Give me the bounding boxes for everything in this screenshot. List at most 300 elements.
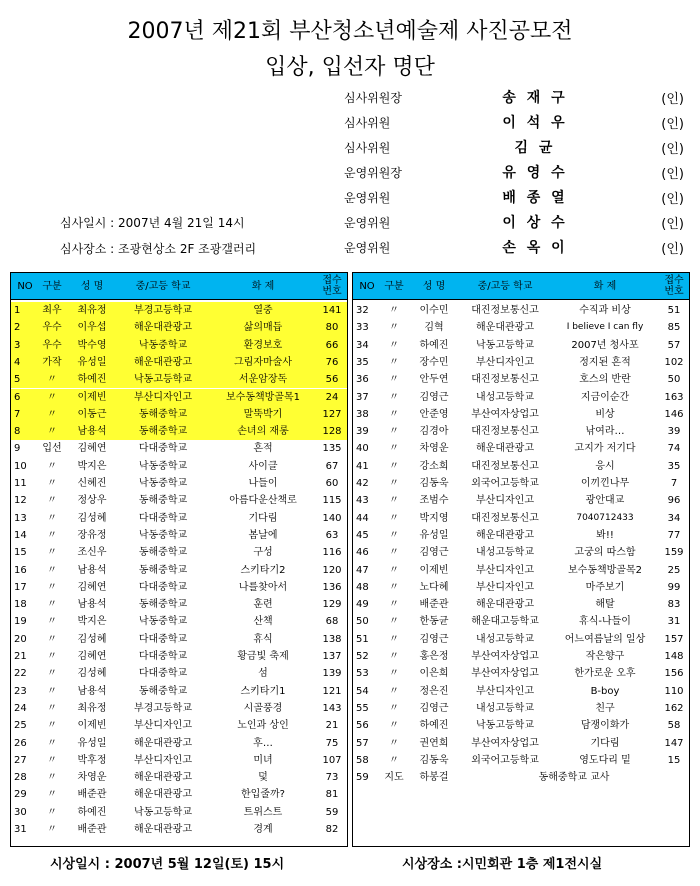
cell-award: 가작 <box>42 356 62 368</box>
cell-name: 홍은정 <box>419 651 449 662</box>
header-award: 구분 <box>384 280 404 292</box>
table-row <box>11 458 347 475</box>
cell-school: 다대중학교 <box>138 668 188 680</box>
cell-title: 그림자마술사 <box>234 356 292 368</box>
cell-school: 해운대관광고 <box>476 529 534 541</box>
cell-award: 〃 <box>389 754 399 766</box>
cell-title: 응시 <box>595 460 615 472</box>
cell-title: 친구 <box>595 702 615 714</box>
winners-table-right <box>352 272 690 847</box>
table-row <box>353 665 689 682</box>
winners-table-left <box>10 272 348 847</box>
cell-num: 135 <box>322 443 342 455</box>
table-row <box>11 735 347 752</box>
cell-num: 85 <box>667 322 681 334</box>
table-row <box>11 752 347 769</box>
table-row <box>11 613 347 630</box>
cell-num: 120 <box>322 564 342 576</box>
table-row <box>353 596 689 613</box>
cell-school: 낙동중학교 <box>138 460 188 472</box>
cell-no: 46 <box>356 547 369 559</box>
header-no: NO <box>359 280 375 292</box>
cell-name: 유성일 <box>77 737 107 749</box>
cell-title: 스키타기1 <box>240 685 286 697</box>
cell-num: 31 <box>667 616 681 628</box>
cell-no: 14 <box>14 529 27 541</box>
cell-title: 보수동책방골목2 <box>568 564 642 576</box>
cell-name: 배준관 <box>419 599 449 611</box>
table-row <box>11 475 347 492</box>
cell-title: 노인과 상인 <box>237 720 289 732</box>
cell-no: 10 <box>14 460 27 472</box>
cell-name: 이동근 <box>77 408 107 420</box>
cell-name: 장유정 <box>77 529 107 541</box>
cell-award: 〃 <box>389 322 399 334</box>
cell-no: 20 <box>14 633 27 645</box>
cell-title: 지금이순간 <box>580 391 630 403</box>
cell-school: 해운대관광고 <box>476 443 534 455</box>
header-name: 성 명 <box>80 280 104 292</box>
cell-name: 김영근 <box>419 633 449 645</box>
table-row <box>353 371 689 388</box>
cell-no: 11 <box>14 478 27 489</box>
cell-award: 〃 <box>389 356 399 368</box>
cell-award: 〃 <box>389 564 399 576</box>
table-row <box>353 683 689 700</box>
cell-name: 김혜연 <box>77 651 107 662</box>
cell-title: 낚여라… <box>585 426 625 438</box>
cell-title: 기다림 <box>590 737 620 749</box>
cell-school: 동해중학교 <box>138 408 188 420</box>
cell-school: 해운대관광고 <box>134 356 192 368</box>
table-header <box>353 273 689 300</box>
table-row <box>353 700 689 717</box>
award-date: 시상일시 : 2007년 5월 12일(토) 15시 <box>50 857 285 872</box>
cell-school: 낙동중학교 <box>138 529 188 541</box>
cell-no: 28 <box>14 772 27 784</box>
cell-title: 동해중학교 교사 <box>538 772 610 784</box>
cell-no: 5 <box>14 374 21 386</box>
cell-title: 고궁의 따스함 <box>574 547 636 559</box>
cell-school: 해운대관광고 <box>476 599 534 611</box>
cell-no: 52 <box>356 651 369 662</box>
cell-school: 내성고등학교 <box>476 633 534 645</box>
cell-title: 봐!! <box>596 529 614 541</box>
cell-school: 해운대관광고 <box>134 772 192 784</box>
cell-no: 18 <box>14 599 27 611</box>
cell-award: 〃 <box>47 581 57 593</box>
cell-num: 67 <box>325 460 339 472</box>
cell-no: 31 <box>14 824 27 835</box>
judge-role: 심사위원장 <box>344 91 402 105</box>
cell-num: 128 <box>322 426 342 438</box>
cell-school: 낙동고등학교 <box>134 374 192 386</box>
cell-title: 덫 <box>258 772 268 784</box>
cell-title: 이끼낀나무 <box>580 478 630 489</box>
judge-role: 운영위원 <box>344 241 391 255</box>
cell-name: 하예진 <box>419 339 449 351</box>
cell-no: 15 <box>14 547 27 559</box>
cell-title: 손녀의 재롱 <box>237 426 289 438</box>
cell-name: 유성일 <box>419 529 449 541</box>
cell-no: 51 <box>356 633 369 645</box>
cell-no: 36 <box>356 374 369 386</box>
cell-award: 〃 <box>389 581 399 593</box>
cell-school: 대진정보통신고 <box>471 426 539 438</box>
cell-num: 57 <box>667 339 681 351</box>
cell-name: 이제빈 <box>77 720 107 732</box>
cell-name: 남용석 <box>77 599 107 611</box>
cell-num: 115 <box>322 495 342 507</box>
table-row <box>353 613 689 630</box>
cell-award: 〃 <box>47 633 57 645</box>
cell-num: 146 <box>664 408 684 420</box>
cell-no: 29 <box>14 789 27 801</box>
cell-name: 배준관 <box>77 789 107 801</box>
cell-title: 후… <box>253 737 273 749</box>
cell-title: 열중 <box>253 305 273 316</box>
cell-school: 동해중학교 <box>138 495 188 507</box>
cell-school: 다대중학교 <box>138 443 188 455</box>
cell-name: 강소희 <box>419 460 449 472</box>
cell-name: 차영운 <box>419 443 449 455</box>
cell-school: 다대중학교 <box>138 581 188 593</box>
cell-num: 147 <box>664 737 684 749</box>
judge-name: 손 옥 이 <box>502 240 568 256</box>
cell-school: 부산디자인고 <box>476 564 534 576</box>
cell-school: 낙동중학교 <box>138 616 188 628</box>
cell-num: 63 <box>325 529 339 541</box>
judge-seal: (인) <box>661 117 684 132</box>
cell-award: 〃 <box>389 391 399 403</box>
cell-award: 〃 <box>47 547 57 559</box>
cell-award: 〃 <box>389 408 399 420</box>
cell-award: 〃 <box>389 339 399 351</box>
table-row <box>11 544 347 561</box>
cell-name: 한동균 <box>419 616 449 628</box>
cell-award: 〃 <box>47 460 57 472</box>
judge-row <box>330 87 690 107</box>
cell-num: 15 <box>667 754 681 766</box>
cell-award: 〃 <box>47 564 57 576</box>
cell-school: 낙동중학교 <box>138 478 188 489</box>
cell-no: 4 <box>14 356 21 368</box>
cell-name: 김영근 <box>419 702 449 714</box>
cell-school: 부산여자상업고 <box>471 408 539 420</box>
cell-title: 정지된 흔적 <box>579 356 631 368</box>
cell-no: 43 <box>356 495 369 507</box>
cell-title: 기다림 <box>248 512 278 524</box>
table-row <box>11 440 347 457</box>
cell-no: 1 <box>14 305 21 316</box>
cell-no: 44 <box>356 512 369 524</box>
cell-award: 〃 <box>389 668 399 680</box>
judge-name: 이 상 수 <box>502 215 568 231</box>
cell-name: 조범수 <box>419 495 449 507</box>
cell-num: 116 <box>322 547 342 559</box>
cell-award: 〃 <box>389 495 399 507</box>
cell-name: 차영운 <box>77 772 107 784</box>
page-subtitle: 입상, 입선자 명단 <box>265 55 435 80</box>
table-row <box>353 769 689 786</box>
cell-no: 49 <box>356 599 369 611</box>
cell-num: 138 <box>322 633 342 645</box>
table-row <box>353 735 689 752</box>
table-row <box>353 389 689 406</box>
table-row <box>353 406 689 423</box>
cell-award: 〃 <box>47 529 57 541</box>
judge-role: 심사위원 <box>344 116 391 130</box>
cell-title: 영도다리 밑 <box>579 754 631 766</box>
cell-name: 박지은 <box>77 616 107 628</box>
cell-school: 동해중학교 <box>138 685 188 697</box>
cell-title: 보수동책방골목1 <box>226 391 300 403</box>
cell-num: 136 <box>322 581 342 593</box>
table-row <box>11 631 347 648</box>
judge-role: 심사위원 <box>344 141 391 155</box>
table-row <box>353 475 689 492</box>
cell-num: 35 <box>667 460 681 472</box>
cell-no: 48 <box>356 581 369 593</box>
cell-title: 산책 <box>253 616 273 628</box>
table-row <box>353 648 689 665</box>
cell-name: 이제빈 <box>419 564 449 576</box>
cell-no: 7 <box>14 408 21 420</box>
table-row <box>11 717 347 734</box>
judge-role: 운영위원 <box>344 191 391 205</box>
cell-name: 남용석 <box>77 564 107 576</box>
cell-num: 102 <box>664 356 684 368</box>
cell-school: 내성고등학교 <box>476 547 534 559</box>
cell-award: 〃 <box>389 305 399 316</box>
cell-num: 21 <box>325 720 339 732</box>
cell-name: 김동욱 <box>419 754 449 766</box>
cell-no: 26 <box>14 737 27 749</box>
cell-no: 13 <box>14 512 27 524</box>
cell-title: 스키타기2 <box>240 564 286 576</box>
cell-no: 45 <box>356 529 369 541</box>
judge-name: 이 석 우 <box>502 115 568 131</box>
cell-num: 80 <box>325 322 339 334</box>
cell-num: 81 <box>325 789 339 801</box>
cell-num: 66 <box>325 339 339 351</box>
table-row <box>11 665 347 682</box>
cell-no: 40 <box>356 443 369 455</box>
cell-award: 〃 <box>47 374 57 386</box>
judge-seal: (인) <box>661 217 684 232</box>
judge-row <box>330 237 690 257</box>
cell-name: 남용석 <box>77 426 107 438</box>
cell-num: 34 <box>667 512 681 524</box>
judge-seal: (인) <box>661 92 684 107</box>
cell-title: 삶의매듭 <box>243 322 283 334</box>
cell-no: 54 <box>356 685 369 697</box>
judge-seal: (인) <box>661 142 684 157</box>
cell-num: 148 <box>664 651 684 662</box>
cell-no: 58 <box>356 754 369 766</box>
cell-award: 〃 <box>47 408 57 420</box>
cell-no: 9 <box>14 443 21 455</box>
cell-num: 82 <box>325 824 339 835</box>
cell-no: 55 <box>356 702 369 714</box>
cell-num: 141 <box>322 305 342 316</box>
cell-num: 7 <box>670 478 678 489</box>
cell-num: 156 <box>664 668 684 680</box>
table-row <box>11 337 347 354</box>
cell-school: 부산디자인고 <box>476 581 534 593</box>
cell-num: 99 <box>667 581 681 593</box>
cell-award: 〃 <box>389 685 399 697</box>
cell-award: 〃 <box>47 789 57 801</box>
cell-no: 53 <box>356 668 369 680</box>
header-award: 구분 <box>42 280 62 292</box>
table-row <box>11 804 347 821</box>
cell-name: 하예진 <box>419 720 449 732</box>
table-row <box>11 492 347 509</box>
table-row <box>353 717 689 734</box>
table-row <box>353 319 689 336</box>
cell-no: 38 <box>356 408 369 420</box>
cell-title: 말뚝박기 <box>243 408 283 420</box>
cell-name: 장수민 <box>419 356 449 368</box>
cell-name: 박지은 <box>77 460 107 472</box>
cell-award: 〃 <box>47 668 57 680</box>
cell-no: 3 <box>14 339 21 351</box>
cell-school: 다대중학교 <box>138 633 188 645</box>
judge-name: 송 재 구 <box>502 90 568 106</box>
cell-num: 59 <box>325 806 339 818</box>
cell-title: 봄날에 <box>248 529 278 541</box>
cell-award: 〃 <box>389 374 399 386</box>
table-row <box>11 683 347 700</box>
cell-title: 환경보호 <box>243 339 283 351</box>
header-no: NO <box>17 280 33 292</box>
cell-no: 12 <box>14 495 27 507</box>
cell-num: 83 <box>667 599 681 611</box>
cell-title: 어느여름날의 일상 <box>564 633 646 645</box>
cell-title: 황금빛 축제 <box>237 651 289 662</box>
cell-name: 김성혜 <box>77 512 107 524</box>
judge-seal: (인) <box>661 167 684 182</box>
table-row <box>11 423 347 440</box>
cell-num: 140 <box>322 512 342 524</box>
cell-name: 정은진 <box>419 685 449 697</box>
cell-no: 41 <box>356 460 369 472</box>
cell-school: 낙동고등학교 <box>476 720 534 732</box>
page-title: 2007년 제21회 부산청소년예술제 사진공모전 <box>127 19 573 44</box>
cell-name: 박수영 <box>77 339 107 351</box>
cell-name: 하봉걸 <box>419 772 449 784</box>
cell-school: 외국어고등학교 <box>471 478 539 489</box>
cell-title: 마주보기 <box>585 581 625 593</box>
cell-num: 159 <box>664 547 684 559</box>
judge-row <box>330 212 690 232</box>
cell-num: 110 <box>664 685 684 697</box>
table-row <box>11 821 347 838</box>
table-row <box>353 527 689 544</box>
cell-name: 노다혜 <box>419 581 449 593</box>
cell-school: 대진정보통신고 <box>471 512 539 524</box>
cell-name: 배준관 <box>77 824 107 835</box>
table-row <box>11 354 347 371</box>
judge-name: 배 종 열 <box>502 190 568 206</box>
cell-no: 39 <box>356 426 369 438</box>
cell-num: 96 <box>667 495 681 507</box>
cell-title: 구성 <box>253 547 273 559</box>
table-row <box>353 579 689 596</box>
judge-role: 운영위원 <box>344 216 391 230</box>
cell-name: 박지영 <box>419 512 449 524</box>
table-row <box>11 527 347 544</box>
table-row <box>353 302 689 319</box>
cell-no: 27 <box>14 754 27 766</box>
cell-name: 김동욱 <box>419 478 449 489</box>
table-row <box>353 440 689 457</box>
cell-name: 김영근 <box>419 547 449 559</box>
cell-num: 121 <box>322 685 342 697</box>
judge-name: 유 영 수 <box>502 165 568 181</box>
cell-award: 〃 <box>47 599 57 611</box>
cell-school: 부산디자인고 <box>476 495 534 507</box>
cell-name: 하예진 <box>77 374 107 386</box>
cell-num: 75 <box>325 737 339 749</box>
cell-title: 섬 <box>258 668 268 680</box>
cell-award: 〃 <box>389 702 399 714</box>
cell-award: 〃 <box>47 478 57 489</box>
cell-award: 〃 <box>47 720 57 732</box>
cell-school: 대진정보통신고 <box>471 374 539 386</box>
cell-num: 74 <box>667 443 681 455</box>
cell-num: 129 <box>322 599 342 611</box>
cell-title: 7040712433 <box>576 512 634 523</box>
cell-award: 우수 <box>42 322 62 334</box>
cell-school: 해운대관광고 <box>134 824 192 835</box>
cell-school: 낙동고등학교 <box>476 339 534 351</box>
cell-title: 수직과 비상 <box>579 305 631 316</box>
cell-num: 73 <box>325 772 339 784</box>
cell-name: 최유정 <box>77 305 107 316</box>
cell-name: 정상우 <box>77 495 107 507</box>
cell-no: 30 <box>14 806 27 818</box>
cell-name: 남용석 <box>77 685 107 697</box>
judge-seal: (인) <box>661 242 684 257</box>
cell-school: 대진정보통신고 <box>471 460 539 472</box>
table-header <box>11 273 347 300</box>
judge-row <box>330 137 690 157</box>
cell-school: 부산디자인고 <box>134 754 192 766</box>
cell-name: 조신우 <box>77 547 107 559</box>
table-row <box>11 319 347 336</box>
cell-no: 32 <box>356 305 369 316</box>
cell-award: 입선 <box>42 443 62 455</box>
cell-award: 〃 <box>389 529 399 541</box>
cell-award: 〃 <box>47 702 57 714</box>
judge-row <box>330 187 690 207</box>
cell-no: 35 <box>356 356 369 368</box>
cell-school: 부산디자인고 <box>134 720 192 732</box>
cell-name: 유성일 <box>77 356 107 368</box>
cell-award: 최우 <box>42 305 62 316</box>
cell-num: 163 <box>664 391 684 403</box>
table-row <box>11 786 347 803</box>
cell-name: 이은희 <box>419 668 449 680</box>
cell-no: 56 <box>356 720 369 732</box>
cell-title: 흔적 <box>253 443 273 455</box>
judge-role: 운영위원장 <box>344 166 402 180</box>
cell-school: 내성고등학교 <box>476 702 534 714</box>
cell-name: 박후정 <box>77 754 107 766</box>
cell-award: 〃 <box>47 495 57 507</box>
